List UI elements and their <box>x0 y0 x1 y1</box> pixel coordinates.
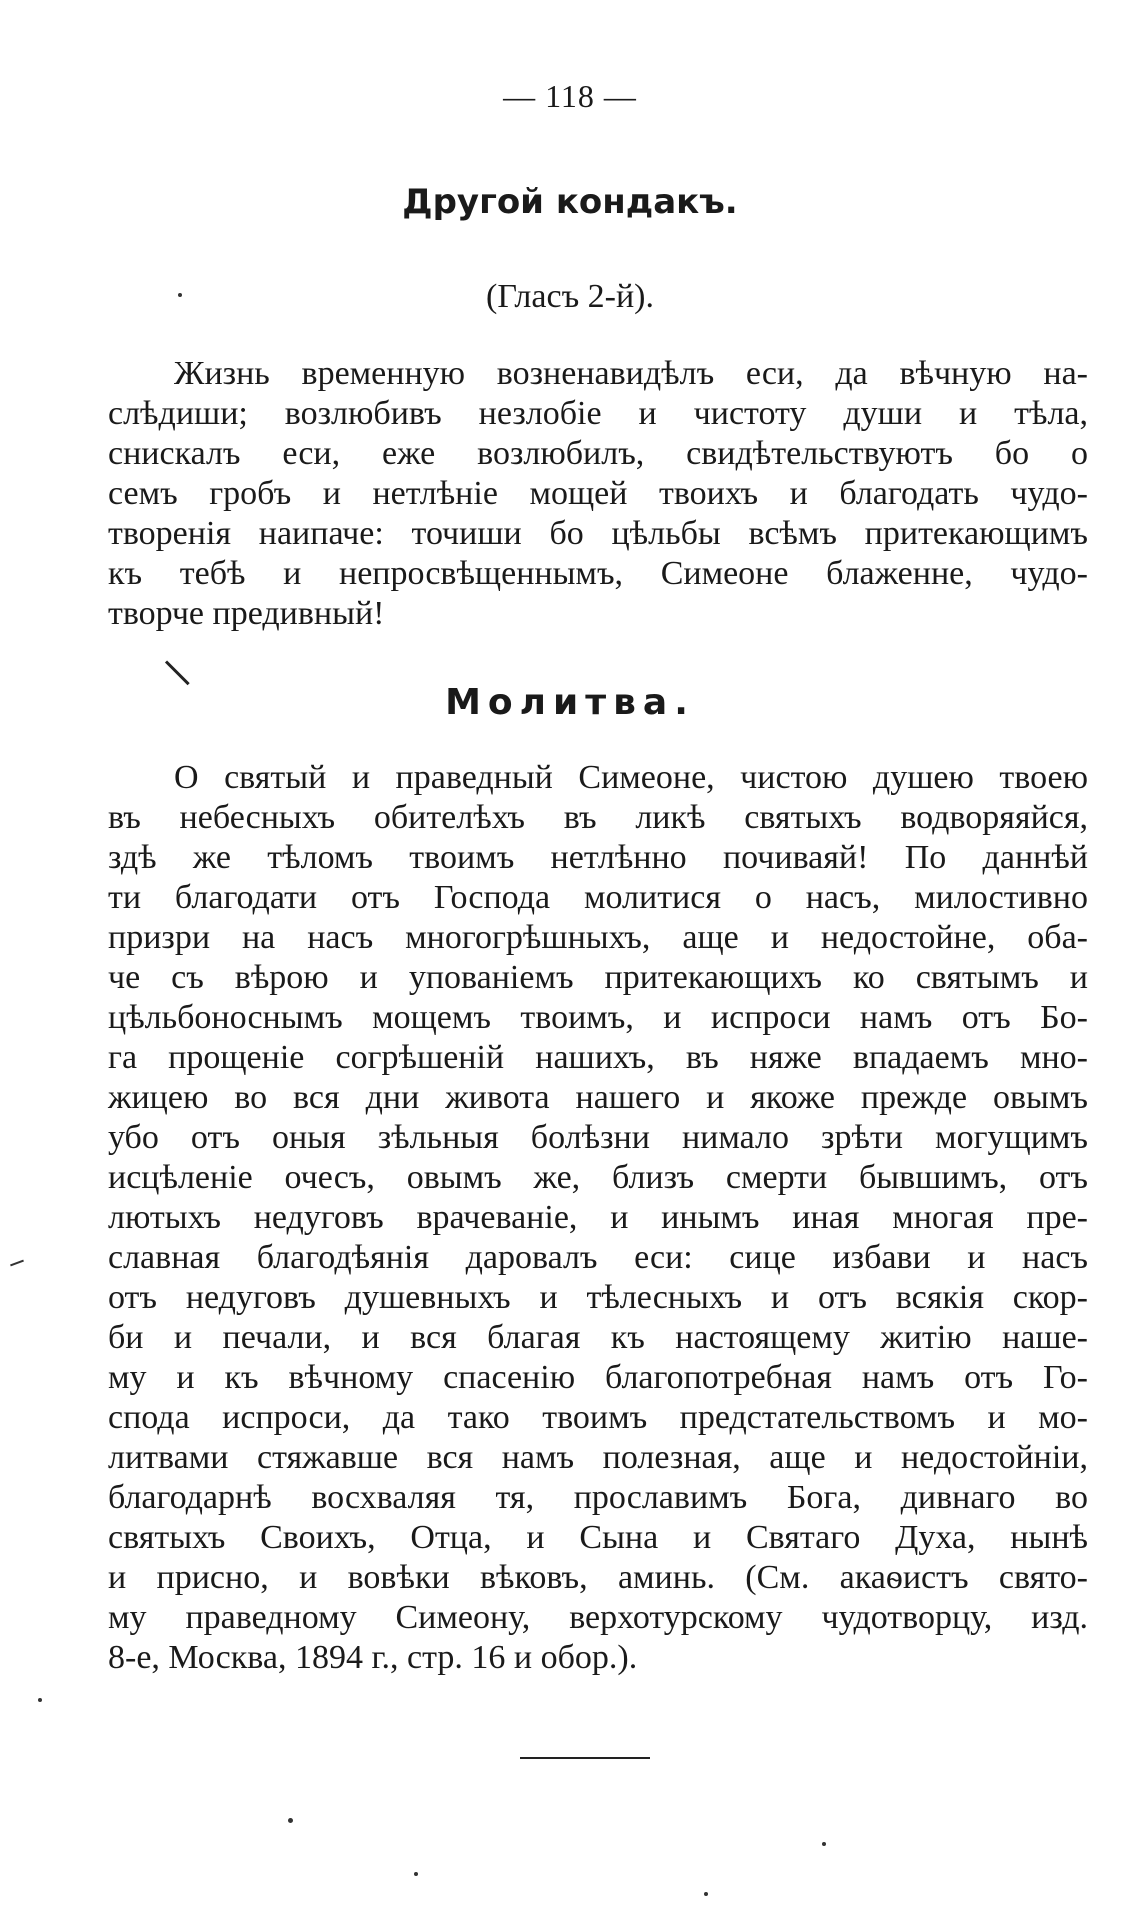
text-line: святыхъ Своихъ, Отца, и Сына и Святаго Духа, нынѣ <box>108 1519 1088 1556</box>
prayer-heading: Молитва. <box>445 682 695 723</box>
text-line: му праведному Симеону, верхотурскому чудотворцу, изд. <box>108 1599 1088 1636</box>
text-line: цѣльбоноснымъ мощемъ твоимъ, и испроси намъ отъ Бо- <box>108 999 1088 1036</box>
text-line: снискалъ еси, еже возлюбилъ, свидѣтельствуютъ бо о <box>108 435 1088 472</box>
ink-dot-mark <box>414 1872 418 1876</box>
text-line: О святый и праведный Симеоне, чистою душею твоею <box>174 759 1088 796</box>
text-line: га прощеніе согрѣшеній нашихъ, въ няже впадаемъ мно- <box>108 1039 1088 1076</box>
text-line: би и печали, и вся благая къ настоящему житію наше- <box>108 1319 1088 1356</box>
text-line: жицею во вся дни живота нашего и якоже прежде овымъ <box>108 1079 1088 1116</box>
page-number: — 118 — <box>503 78 637 114</box>
kondak-heading: Другой кондакъ. <box>402 182 738 222</box>
text-line: литвами стяжавше вся намъ полезная, аще и недостойнiи, <box>108 1439 1088 1476</box>
text-line: спода испроси, да тако твоимъ предстательствомъ и мо- <box>108 1399 1088 1436</box>
prayer-text <box>108 758 1088 1678</box>
text-line: славная благодѣянія даровалъ еси: сице избави и насъ <box>108 1239 1088 1276</box>
text-line: 8-е, Москва, 1894 г., стр. 16 и обор.). <box>108 1639 638 1676</box>
tone-label: (Гласъ 2-й). <box>486 278 654 315</box>
text-line: къ тебѣ и непросвѣщеннымъ, Симеоне блаженне, чудо- <box>108 555 1088 592</box>
text-line: здѣ же тѣломъ твоимъ нетлѣнно почиваяй! По даннѣй <box>108 839 1088 876</box>
ink-dot-mark <box>822 1842 826 1846</box>
ink-dot-mark <box>288 1818 293 1823</box>
text-line: въ небесныхъ обителѣхъ въ ликѣ святыхъ водворяяйся, <box>108 799 1088 836</box>
text-line: слѣдиши; возлюбивъ незлобіе и чистоту души и тѣла, <box>108 395 1088 432</box>
closing-rule <box>520 1757 650 1759</box>
ink-tick-mark <box>10 1260 24 1267</box>
text-line: че съ вѣрою и упованіемъ притекающихъ ко святымъ и <box>108 959 1088 996</box>
ink-dot-mark <box>38 1698 42 1702</box>
kondak-text <box>108 354 1088 634</box>
text-line: Жизнь временную возненавидѣлъ еси, да вѣчную на- <box>174 355 1088 392</box>
text-line: благодарнѣ восхваляя тя, прославимъ Бога, дивнаго во <box>108 1479 1088 1516</box>
text-line: семъ гробъ и нетлѣніе мощей твоихъ и благодать чудо- <box>108 475 1088 512</box>
text-line: творенія наипаче: точиши бо цѣльбы всѣмъ притекающимъ <box>108 515 1088 552</box>
text-line: и присно, и вовѣки вѣковъ, аминь. (См. акаѳистъ свято- <box>108 1559 1088 1596</box>
text-line: исцѣленіе очесъ, овымъ же, близъ смерти бывшимъ, отъ <box>108 1159 1088 1196</box>
ink-dot-mark <box>704 1892 708 1896</box>
text-line: лютыхъ недуговъ врачеваніе, и инымъ иная многая пре- <box>108 1199 1088 1236</box>
text-line: отъ недуговъ душевныхъ и тѣлесныхъ и отъ всякія скор- <box>108 1279 1088 1316</box>
ink-dot-mark <box>178 293 182 297</box>
text-line: призри на насъ многогрѣшныхъ, аще и недостойне, оба- <box>108 919 1088 956</box>
text-line: му и къ вѣчному спасенію благопотребная намъ отъ Го- <box>108 1359 1088 1396</box>
text-line: ти благодати отъ Господа молитися о насъ, милостивно <box>108 879 1088 916</box>
text-line: убо отъ оныя зѣльныя болѣзни нимало зрѣти могущимъ <box>108 1119 1088 1156</box>
text-line: творче предивный! <box>108 595 385 632</box>
